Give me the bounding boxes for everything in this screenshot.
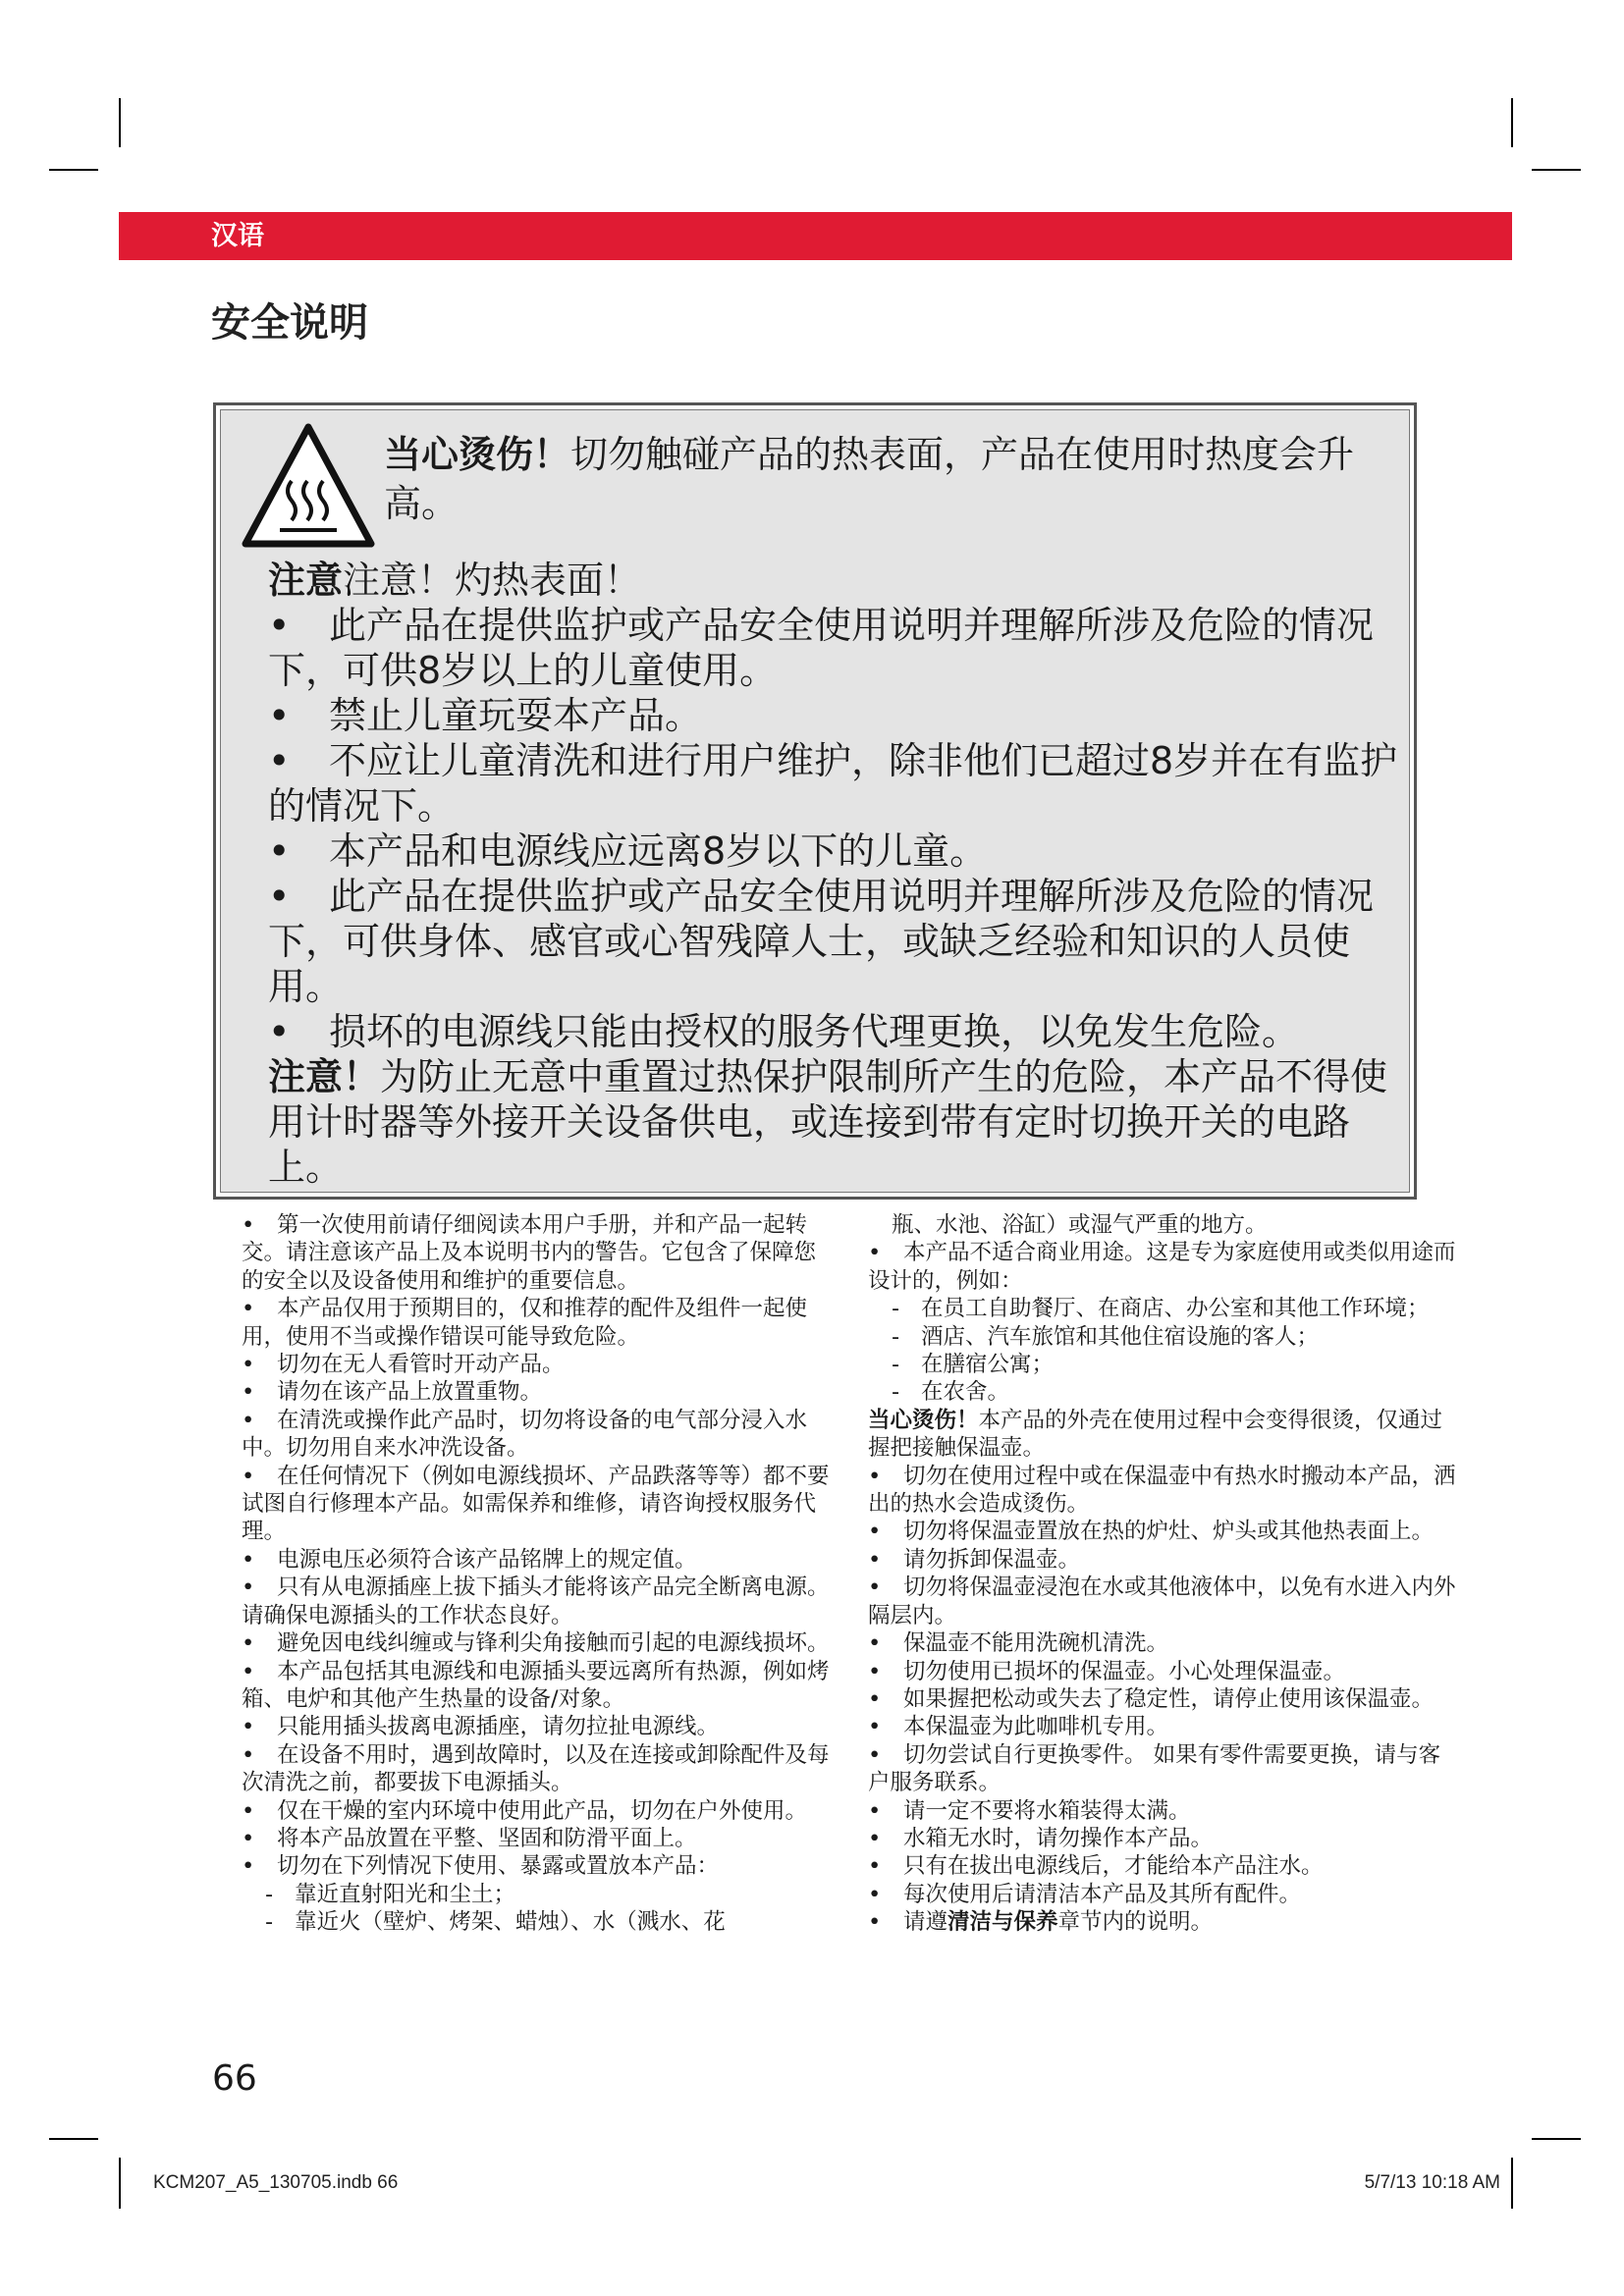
list-item: • 请勿在该产品上放置重物。: [242, 1379, 543, 1406]
warning-bullet: • 此产品在提供监护或产品安全使用说明并理解所涉及危险的情况下，可供8岁以上的儿童使用。: [268, 604, 1375, 692]
dash-item: - 酒店、汽车旅馆和其他住宿设施的客人；: [892, 1323, 1320, 1350]
list-item: • 本产品仅用于预期目的，仅和推荐的配件及组件一起使用，使用不当或操作错误可能导致危险。: [242, 1296, 808, 1350]
list-item: • 切勿尝试自行更换零件。 如果有零件需要更换，请与客户服务联系。: [868, 1741, 1441, 1796]
crop-mark: [1511, 2158, 1513, 2209]
page-title: 安全说明: [211, 300, 368, 346]
warning-bullet: • 此产品在提供监护或产品安全使用说明并理解所涉及危险的情况下，可供身体、感官或心智残障人士，或缺乏经验和知识的人员使用。: [268, 875, 1375, 1008]
warning-bullet: • 禁止儿童玩耍本产品。: [268, 694, 703, 737]
list-item: • 在任何情况下（例如电源线损坏、产品跌落等等）都不要试图自行修理本产品。如需保养和维修，请咨询授权服务代理。: [242, 1463, 830, 1545]
language-label: 汉语: [211, 221, 264, 251]
crop-mark: [1511, 98, 1513, 147]
note-text: 为防止无意中重置过热保护限制所产生的危险，本产品不得使用计时器等外接开关设备供电，或连接到带有定时切换开关的电路上。: [268, 1055, 1388, 1189]
list-item: • 请勿拆卸保温壶。: [868, 1546, 1081, 1573]
burn-warning: [868, 1407, 1457, 1463]
list-item: • 只有从电源插座上拔下插头才能将该产品完全断离电源。请确保电源插头的工作状态良好。: [242, 1575, 830, 1629]
list-item: • 本产品包括其电源线和电源插头要远离所有热源，例如烤箱、电炉和其他产生热量的设备/对象。: [242, 1658, 830, 1712]
list-item: • 切勿在使用过程中或在保温壶中有热水时搬动本产品，洒出的热水会造成烫伤。: [868, 1463, 1456, 1518]
warning-bullet: • 不应让儿童清洗和进行用户维护，除非他们已超过8岁并在有监护的情况下。: [268, 739, 1398, 828]
list-item: • 水箱无水时，请勿操作本产品。: [868, 1825, 1214, 1851]
crop-mark: [1532, 169, 1581, 171]
caution-text: 注意！灼热表面！: [343, 559, 642, 602]
warning-bullet: • 损坏的电源线只能由授权的服务代理更换，以免发生危险。: [268, 1010, 1300, 1053]
list-item: • 在清洗或操作此产品时，切勿将设备的电气部分浸入水中。切勿用自来水冲洗设备。: [242, 1407, 808, 1462]
list-item: • 电源电压必须符合该产品铭牌上的规定值。: [242, 1546, 697, 1573]
dash-item: - 靠近火（壁炉、烤架、蜡烛）、水（溅水、花: [265, 1909, 726, 1936]
list-item: • 保温壶不能用洗碗机清洗。: [868, 1630, 1169, 1657]
warning-bullet: • 本产品和电源线应远离8岁以下的儿童。: [268, 829, 988, 873]
crop-mark: [119, 98, 121, 147]
language-bar: [119, 212, 1512, 260]
heat-warning-text: 切勿触碰产品的热表面，产品在使用时热度会升高。: [384, 433, 1355, 525]
burn-warning-label: 当心烫伤！: [868, 1407, 979, 1433]
list-item: • 本产品不适合商业用途。这是专为家庭使用或类似用途而设计的，例如：: [868, 1240, 1456, 1294]
right-column: [868, 1211, 1457, 1937]
crop-mark: [1532, 2138, 1581, 2140]
list-item: • 切勿将保温壶浸泡在水或其他液体中，以免有水进入内外隔层内。: [868, 1575, 1456, 1629]
dash-item: - 在员工自助餐厅、在商店、办公室和其他工作环境；: [892, 1296, 1430, 1322]
dash-item: - 在农舍。: [892, 1379, 1010, 1406]
dash-item: - 靠近直射阳光和尘土；: [265, 1881, 516, 1907]
list-item: • 将本产品放置在平整、坚固和防滑平面上。: [242, 1825, 697, 1851]
list-item: • 在设备不用时，遇到故障时，以及在连接或卸除配件及每次清洗之前，都要拔下电源插头。: [242, 1741, 830, 1796]
list-item: • 每次使用后请清洁本产品及其所有配件。: [868, 1881, 1302, 1907]
footer-timestamp: 5/7/13 10:18 AM: [1364, 2172, 1500, 2193]
list-item: • 第一次使用前请仔细阅读本用户手册，并和产品一起转交。请注意该产品上及本说明书内的警告。它包含了保障您的安全以及设备使用和维护的重要信息。: [242, 1212, 817, 1294]
warning-box: [213, 402, 1417, 1200]
warning-note: [268, 1054, 1410, 1190]
footer-file: KCM207_A5_130705.indb 66: [153, 2172, 399, 2193]
list-item: • 请遵清洁与保养章节内的说明。: [868, 1909, 1214, 1936]
list-item: • 避免因电线纠缠或与锋利尖角接触而引起的电源线损坏。: [242, 1630, 830, 1657]
list-item: • 如果握把松动或失去了稳定性，请停止使用该保温壶。: [868, 1685, 1435, 1712]
list-item: • 切勿使用已损坏的保温壶。小心处理保温壶。: [868, 1658, 1346, 1684]
heat-warning: [384, 430, 1376, 528]
section-reference: 清洁与保养: [947, 1909, 1058, 1936]
list-item: • 本保温壶为此咖啡机专用。: [868, 1714, 1169, 1740]
list-continuation: 瓶、水池、浴缸）或湿气严重的地方。: [892, 1212, 1268, 1238]
crop-mark: [119, 2158, 121, 2209]
dash-item: - 在膳宿公寓；: [892, 1352, 1055, 1378]
list-item: • 切勿将保温壶置放在热的炉灶、炉头或其他热表面上。: [868, 1519, 1435, 1545]
left-column: [242, 1211, 831, 1937]
caution-line: [268, 558, 1410, 603]
page-number: 66: [212, 2058, 257, 2099]
list-item: • 切勿在无人看管时开动产品。: [242, 1352, 565, 1378]
hot-surface-icon: [241, 422, 376, 550]
crop-mark: [49, 2138, 98, 2140]
heat-warning-label: 当心烫伤！: [384, 433, 571, 476]
list-item: • 请一定不要将水箱装得太满。: [868, 1797, 1191, 1824]
caution-label: 注意: [268, 559, 344, 602]
warning-body: [268, 558, 1410, 1190]
crop-mark: [49, 169, 98, 171]
list-item: • 仅在干燥的室内环境中使用此产品，切勿在户外使用。: [242, 1797, 808, 1824]
note-label: 注意！: [268, 1055, 381, 1098]
list-item: • 只有在拔出电源线后，才能给本产品注水。: [868, 1853, 1324, 1880]
burn-warning-text: 本产品的外壳在使用过程中会变得很烫，仅通过握把接触保温壶。: [868, 1407, 1443, 1462]
list-item: • 只能用插头拔离电源插座，请勿拉扯电源线。: [242, 1714, 720, 1740]
list-item: • 切勿在下列情况下使用、暴露或置放本产品：: [242, 1853, 720, 1880]
